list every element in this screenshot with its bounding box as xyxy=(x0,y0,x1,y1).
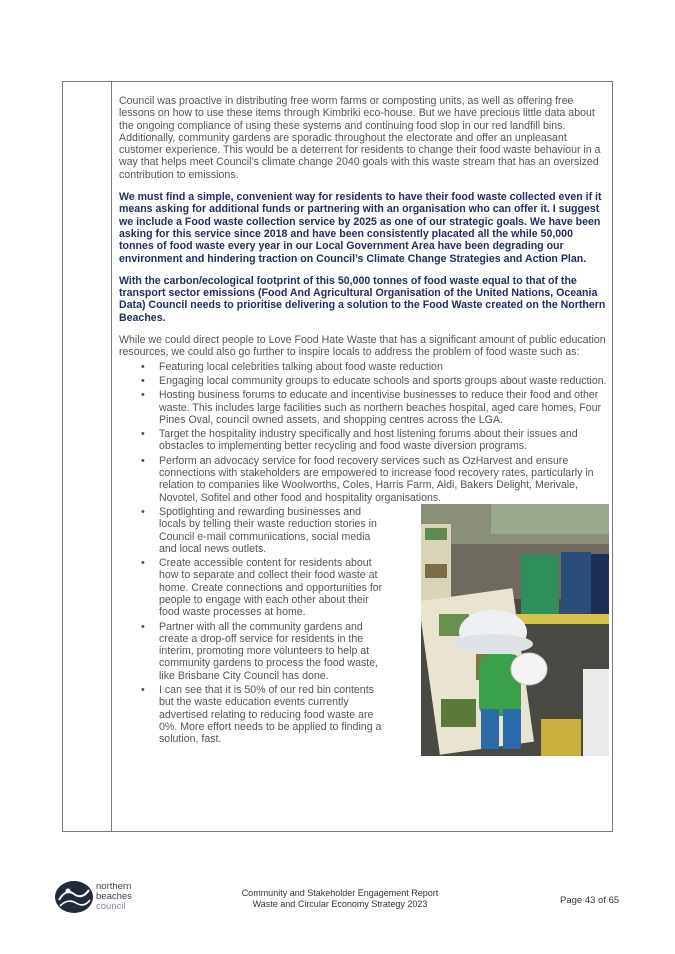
bullets-with-photo xyxy=(119,506,607,746)
list-item: • Partner with all the community gardens and create a drop-off service for residents in the interim, promoting more volunteers to help at community gardens to process the food waste, like Brisbane City Council has done. xyxy=(119,621,384,682)
logo-line: council xyxy=(96,901,126,912)
council-logo-text xyxy=(96,882,132,912)
list-item: • Perform an advocacy service for food recovery services such as OzHarvest and ensure connections with stakeholders are empowered to increase food recovery rates, particularly in relation to companies like Woolworths, Coles, Harris Farm, Aldi, Bakers Delight, Merivale, Novotel, Sofitel and other food and hospitality organisations. xyxy=(119,455,607,504)
paragraph-carbon-footprint: With the carbon/ecological footprint of this 50,000 tonnes of food waste equal to that of the transport sector emissions (Food And Agricultural Organisation of the United Nations, Oceania Data) Council needs to prioritise delivering a solution to the Food Waste created on the Northern Beaches. xyxy=(119,274,606,324)
bullet-list xyxy=(119,361,607,504)
report-subtitle: Waste and Circular Economy Strategy 2023 xyxy=(252,899,428,909)
list-item: • Create accessible content for residents about how to separate and collect their food waste at home. Create connections and opportunities for people to engage with each other about their food waste processes at home. xyxy=(119,557,384,618)
paragraph-education: While we could direct people to Love Food Hate Waste that has a significant amount of public education resources, we could also go further to inspire locals to address the problem of food waste such as: xyxy=(119,334,606,359)
logo-line: northern xyxy=(96,881,132,892)
paragraph-worm-farms: Council was proactive in distributing free worm farms or composting units, as well as offering free lessons on how to use these items through Kimbriki eco-house. But we have precious little data about the ongoing compliance of using these systems and continuing food slop in our red landfill bins. Additionally, community gardens are sporadic throughout the electorate and offer an unpleasant customer experience. This would be a deterrent for residents to change their food waste behaviour in a way that helps meet Council’s climate change 2040 goals with this waste stream that has an oversized contribution to emissions. xyxy=(119,95,601,181)
list-item: • Target the hospitality industry specifically and host listening forums about their issues and obstacles to implementing better recycling and food waste diversion programs. xyxy=(119,428,607,453)
report-title: Community and Stakeholder Engagement Report xyxy=(241,888,439,898)
event-photo xyxy=(421,504,609,756)
list-item: • Engaging local community groups to educate schools and sports groups about waste reduction. xyxy=(119,375,607,387)
bullet-list-side xyxy=(119,506,384,746)
photo-illustration xyxy=(421,504,609,756)
council-logo-icon xyxy=(54,880,94,914)
list-item: • Spotlighting and rewarding businesses and locals by telling their waste reduction stories in Council e-mail communications, social media and local news outlets. xyxy=(119,506,384,555)
council-logo xyxy=(54,880,94,919)
page-number: Page 43 of 65 xyxy=(560,895,620,906)
content-cell xyxy=(119,95,607,748)
list-item: • I can see that it is 50% of our red bin contents but the waste education events currently advertised relating to reducing food waste are 0%. More effort needs to be applied to finding a solution, fast. xyxy=(119,684,384,745)
list-item: • Hosting business forums to educate and incentivise businesses to reduce their food and other waste. This includes large facilities such as northern beaches hospital, aged care homes, Four Pines Oval, council owned assets, and shopping centres across the LGA. xyxy=(119,389,607,426)
table-column-divider xyxy=(111,81,112,832)
logo-line: beaches xyxy=(96,891,132,902)
footer-report-title xyxy=(180,888,500,910)
paragraph-food-waste-service: We must find a simple, convenient way for residents to have their food waste collected even if it means asking for additional funds or partnering with an organisation who can offer it. I suggest we include a Food waste collection service by 2025 as one of our strategic goals. We have been asking for this service since 2018 and have been consistently placated all the while 50,000 tonnes of food waste every year in our Local Government Area have been degrading our environment and hindering traction on Council’s Climate Change Strategies and Action Plan. xyxy=(119,191,602,265)
list-item: • Featuring local celebrities talking about food waste reduction xyxy=(119,361,607,373)
